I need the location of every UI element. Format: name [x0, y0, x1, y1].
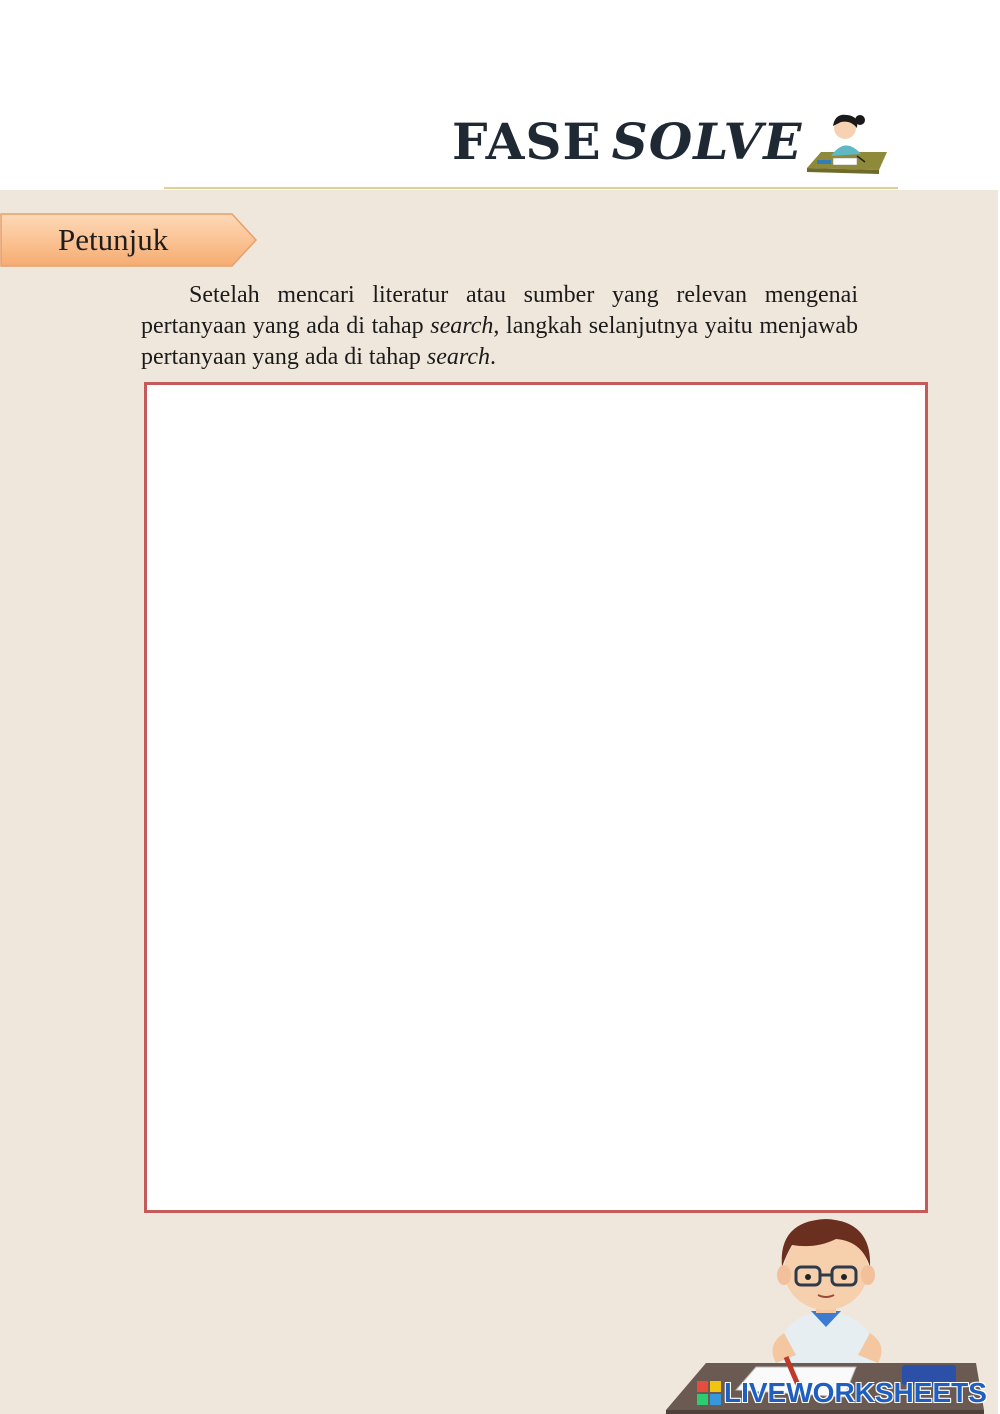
studying-girl-icon [803, 110, 888, 182]
answer-input-box[interactable] [144, 382, 928, 1213]
section-label: Petunjuk [58, 222, 169, 257]
title-italic: SOLVE [611, 112, 803, 171]
page-title [452, 112, 802, 172]
instruction-italic-2: search [426, 344, 490, 370]
instruction-italic-1: search [430, 313, 494, 339]
watermark [697, 1377, 987, 1411]
instruction-text-3: . [489, 344, 496, 370]
title-plain: FASE [452, 112, 602, 171]
watermark-text: LIVEWORKSHEETS [724, 1377, 987, 1408]
title-divider [164, 187, 898, 189]
page-header [0, 0, 1000, 190]
section-label-tag [0, 213, 258, 267]
instruction-text-2: , langkah selanjutnya yaitu menjawab pertanyaan yang ada di tahap [141, 313, 858, 370]
instruction-text-1: Setelah mencari literatur atau sumber yang relevan mengenai pertanyaan yang ada di tahap [141, 282, 858, 339]
instruction-paragraph [141, 280, 858, 373]
liveworksheets-badge-icon [697, 1381, 721, 1405]
